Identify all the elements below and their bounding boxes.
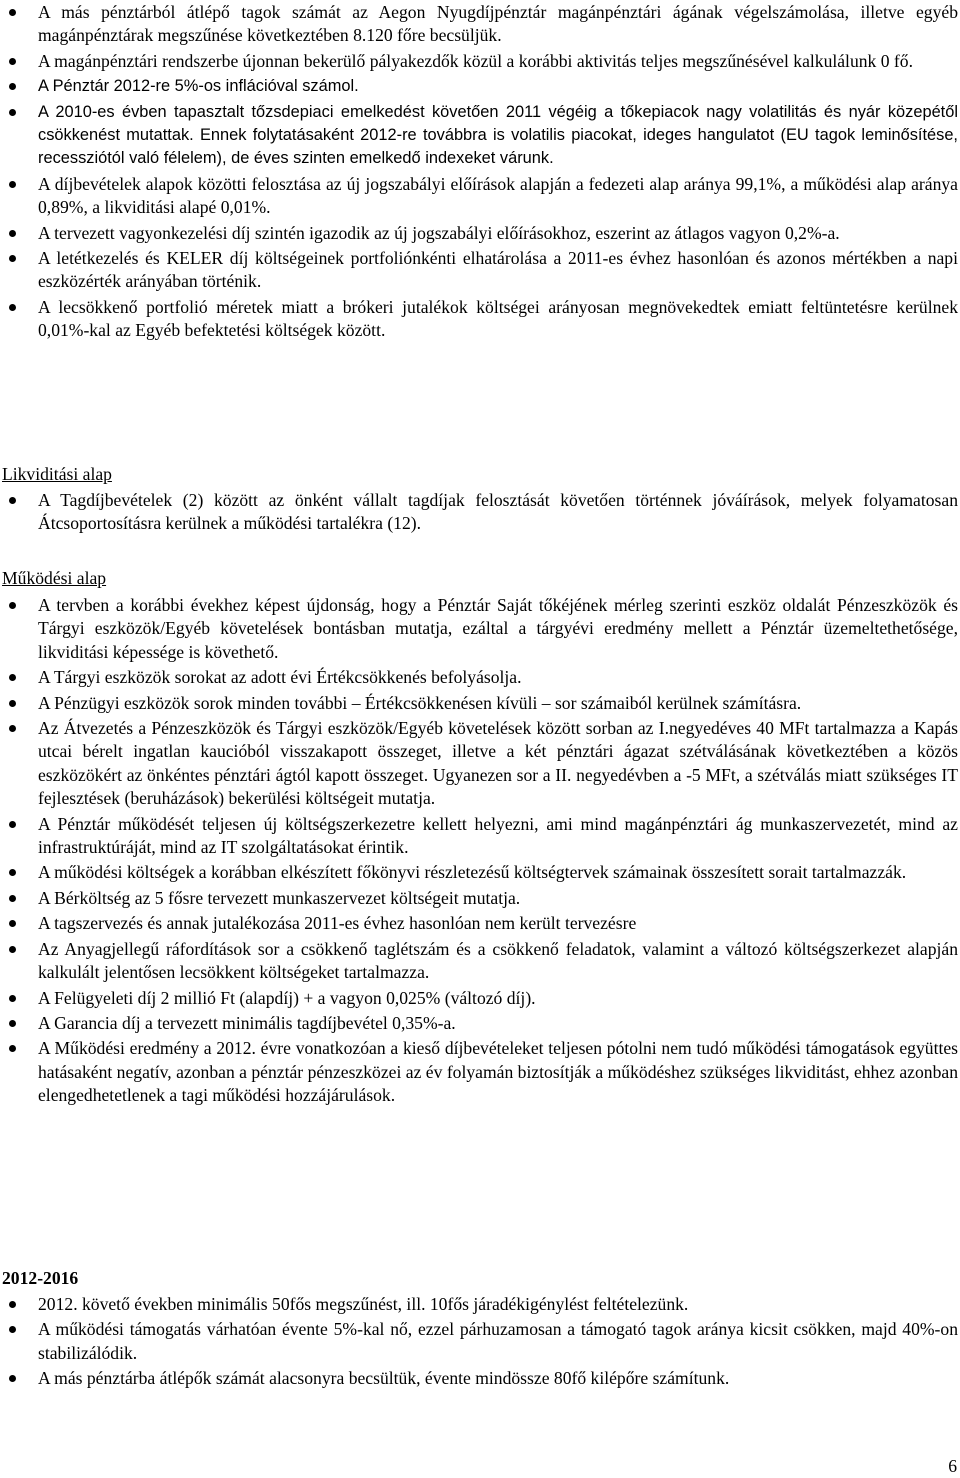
list-item: A működési költségek a korábban elkészített főkönyvi részletezésű költségtervek számainak összesített sorait tartalmazzák.: [0, 861, 960, 884]
page-number: 6: [948, 1456, 957, 1476]
section-heading-likviditasi: Likviditási alap: [2, 464, 112, 484]
list-item: A Tárgyi eszközök sorokat az adott évi Értékcsökkenés befolyásolja.: [0, 666, 960, 689]
list-item: A Tagdíjbevételek (2) között az önként vállalt tagdíjak felosztását követően történnek jóváírások, melyek folyamatosan Átcsoportosításra kerülnek a működési tartalékra (12).: [0, 489, 960, 536]
list-item: A működési támogatás várhatóan évente 5%-kal nő, ezzel párhuzamosan a támogató tagok aránya kicsit csökken, majd 40%-on stabilizálódik.: [0, 1318, 960, 1365]
list-item: A más pénztárba átlépők számát alacsonyra becsültük, évente mindössze 80fő kilépőre számítunk.: [0, 1367, 960, 1390]
list-item: A letétkezelés és KELER díj költségeinek portfoliónkénti elhatárolása a 2011-es évhez hasonlóan és azonos mértékben a napi eszközérték arányában történik.: [0, 247, 960, 294]
list-item: A 2010-es évben tapasztalt tőzsdepiaci emelkedést követően 2011 végéig a tőkepiacok nagy volatilitás és nyár közepétől csökkenést mutattak. Ennek folytatásaként 2012-re továbbra is volatilis piacokat, ideges hangulatot (EU tagok leminősítése, recessziótól való félelem), de éves szinten emelkedő indexeket várunk.: [0, 101, 960, 171]
section-heading-period: 2012-2016: [2, 1268, 79, 1288]
list-item: Az Átvezetés a Pénzeszközök és Tárgyi eszközök/Egyéb követelések között sorban az I.negyedéves 40 MFt tartalmazza a Kapás utcai bérelt ingatlan kaucióból visszakapott összeget, illetve a két pénztári ágazat szétválásának következtében a közös eszközökért az önkéntes pénztári ágtól kapott összeget. Ugyanezen sor a II. negyedévben a -5 MFt, a szétválás miatt szükséges IT fejlesztések (beruházások) bekerülési költségeit mutatja.: [0, 717, 960, 811]
list-item: A tervben a korábbi évekhez képest újdonság, hogy a Pénztár Saját tőkéjének mérleg szerinti eszköz oldalát Pénzeszközök és Tárgyi eszközök/Egyéb követelések bontásban mutatja, ezáltal a tárgyévi eredmény mellett a Pénztár üzemeltethetősége, likviditási képessége is követhető.: [0, 594, 960, 664]
list-item: A Pénztár 2012-re 5%-os inflációval számol.: [0, 75, 960, 98]
list-item: Az Anyagjellegű ráfordítások sor a csökkenő taglétszám és a csökkenő feladatok, valamint a változó költségszerkezet alapján kalkulált jelentősen lecsökkent költségeket tartalmazza.: [0, 938, 960, 985]
list-item: A Pénztár működését teljesen új költségszerkezetre kellett helyezni, ami mind magánpénztári ág munkaszervezetét, mind az infrastruktúráját, mind az IT szolgáltatásokat érintik.: [0, 813, 960, 860]
list-item: A Pénzügyi eszközök sorok minden további – Értékcsökkenésen kívüli – sor számaiból kerülnek számításra.: [0, 692, 960, 715]
list-item: A magánpénztári rendszerbe újonnan bekerülő pályakezdők közül a korábbi aktivitás teljes megszűnésével kalkulálunk 0 fő.: [0, 50, 960, 73]
list-item: A tagszervezés és annak jutalékozása 2011-es évhez hasonlóan nem került tervezésre: [0, 912, 960, 935]
mukodesi-list: [0, 594, 960, 1110]
list-item: A más pénztárból átlépő tagok számát az Aegon Nyugdíjpénztár magánpénztári ágának végelszámolása, illetve egyéb magánpénztárak megszűnése következtében 8.120 főre becsüljük.: [0, 1, 960, 48]
list-item: 2012. követő években minimális 50fős megszűnést, ill. 10fős járadékigénylést feltételezünk.: [0, 1293, 960, 1316]
list-item: A Garancia díj a tervezett minimális tagdíjbevétel 0,35%-a.: [0, 1012, 960, 1035]
list-item: A tervezett vagyonkezelési díj szintén igazodik az új jogszabályi előírásokhoz, eszerint az átlagos vagyon 0,2%-a.: [0, 222, 960, 245]
list-item: A Felügyeleti díj 2 millió Ft (alapdíj) + a vagyon 0,025% (változó díj).: [0, 987, 960, 1010]
list-item: A Működési eredmény a 2012. évre vonatkozóan a kieső díjbevételeket teljesen pótolni nem tudó működési támogatások együttes hatásaként negatív, azonban a pénztár pénzeszközei az év folyamán biztosítják a működéshez szükséges likviditást, ehhez azonban elengedhetetlenek a tagi működési hozzájárulások.: [0, 1037, 960, 1107]
list-item: A díjbevételek alapok közötti felosztása az új jogszabályi előírások alapján a fedezeti alap aránya 99,1%, a működési alap aránya 0,89%, a likviditási alapé 0,01%.: [0, 173, 960, 220]
likviditasi-list: [0, 489, 960, 538]
list-item: A Bérköltség az 5 fősre tervezett munkaszervezet költségeit mutatja.: [0, 887, 960, 910]
period-list: [0, 1293, 960, 1393]
list-item: A lecsökkenő portfolió méretek miatt a brókeri jutalékok költségei arányosan megnövekedtek emiatt feltüntetésre kerülnek 0,01%-kal az Egyéb befektetési költségek között.: [0, 296, 960, 343]
section-heading-mukodesi: Működési alap: [2, 568, 107, 588]
assumptions-list: [0, 1, 960, 345]
